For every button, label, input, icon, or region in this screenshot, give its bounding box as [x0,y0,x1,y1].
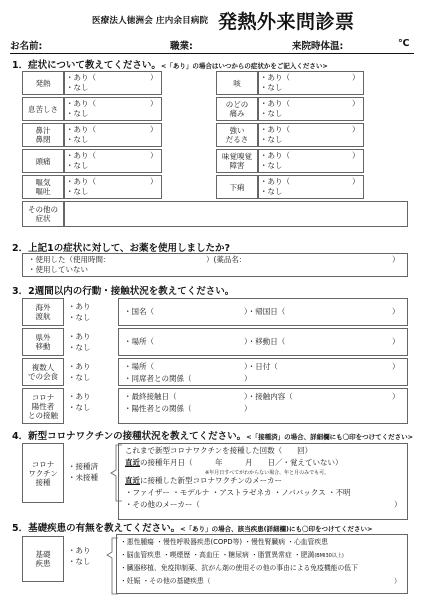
not-vaccinated-option[interactable]: ・未接種 [68,473,98,482]
symptom-left-2-label: 鼻汁 鼻閉 [22,123,64,147]
vaccine-maker-line: 直近に接種した新型コロナワクチンのメーカー [125,476,282,485]
symptom-right-4-label: 下痢 [216,175,258,199]
vaccine-maker-options[interactable]: ・ファイザー ・モデルナ ・アストラゼネカ ・ノババックス ・不明 [125,488,351,497]
symptom-right-1-close: ） [352,99,360,108]
activity-1-close: ） [392,337,400,346]
symptom-left-2-close: ） [150,125,158,134]
section-1-title: 1．症状について教えてください。<「あり」の場合はいつからの症状かをご記入ください> [12,60,328,71]
symptom-right-3-close: ） [352,151,360,160]
vaccine-other-maker[interactable]: ・その他のメーカー（ [125,500,200,509]
activity-1-yes[interactable]: ・あり [68,332,91,341]
condition-no-option[interactable]: ・なし [68,557,91,566]
condition-label: 基礎 疾患 [22,536,64,582]
activity-2-close: ） [392,362,400,371]
medication-used-option[interactable]: ・使用した（使用時間： [28,255,111,264]
section-4-title: 4．新型コロナワクチンの接種状況を教えてください。<「接種済」の場合、詳細欄にも〇印をつけてください> [12,431,414,442]
vaccine-date-note: ※年月日すべてがわからない場合、年と月のみでも可。 [205,470,330,476]
condition-line-3[interactable]: ・臓器移植、免疫抑制薬、抗がん剤の使用その他の事由による免疫機能の低下 [120,564,358,572]
symptom-left-1-no[interactable]: ・なし [66,109,89,118]
activity-0-field-2[interactable]: ）・帰国日（ [244,307,286,316]
symptom-right-2-yes[interactable]: ・あり（ [260,125,290,134]
hospital-name: 医療法人徳洲会 庄内余目病院 [92,16,209,26]
symptom-left-4-no[interactable]: ・なし [66,187,89,196]
activity-1-field-1[interactable]: ・場所（ [124,337,154,346]
symptom-right-2-close: ） [352,125,360,134]
symptom-right-1-label: のどの 痛み [216,97,258,121]
activity-3-close: ） [392,392,400,401]
condition-line-1[interactable]: ・悪性腫瘍 ・慢性呼吸器疾患(COPD等) ・慢性腎臓病 ・心血管疾患 [120,538,328,546]
vaccine-label: コロナ ワクチン 接種 [22,443,64,503]
symptom-right-4-no[interactable]: ・なし [260,187,283,196]
temperature-unit: ℃ [398,38,410,49]
activity-3-field-3[interactable]: ・陽性者との関係（ [124,404,192,413]
symptom-left-0-label: 発熱 [22,71,64,95]
symptom-other-input[interactable] [64,201,408,227]
section-4-note: <「接種済」の場合、詳細欄にも〇印をつけてください> [246,433,414,441]
symptom-left-4-yes[interactable]: ・あり（ [66,177,96,186]
activity-1-label: 県外 移動 [22,328,64,356]
condition-yes-option[interactable]: ・あり [68,546,91,555]
symptom-left-4-close: ） [150,177,158,186]
activity-2-field-3[interactable]: ・同席者との関係（ [124,374,192,383]
vaccinated-option[interactable]: ・接種済 [68,462,98,471]
activity-0-field-1[interactable]: ・国名（ [124,307,154,316]
symptom-left-3-no[interactable]: ・なし [66,161,89,170]
temperature-label: 来院時体温: [292,41,344,52]
symptom-right-1-yes[interactable]: ・あり（ [260,99,290,108]
activity-2-field-3-close: ） [244,374,252,383]
activity-3-no[interactable]: ・なし [68,403,91,412]
activity-3-field-3-close: ） [244,404,252,413]
activity-2-no[interactable]: ・なし [68,373,91,382]
symptom-right-4-close: ） [352,177,360,186]
activity-3-label: コロナ 陽性者 との接触 [22,388,64,424]
activity-2-field-1[interactable]: ・場所（ [124,362,154,371]
symptom-right-0-close: ） [352,73,360,82]
section-2-title: 2．上記1の症状に対して、お薬を使用しましたか? [12,243,231,254]
symptom-right-3-yes[interactable]: ・あり（ [260,151,290,160]
symptom-right-0-no[interactable]: ・なし [260,83,283,92]
activity-1-field-2[interactable]: ）・移動日（ [244,337,286,346]
symptom-left-3-label: 頭痛 [22,149,64,173]
section-3-title: 3．2週間以内の行動・接触状況を教えてください。 [12,286,235,297]
symptom-left-0-yes[interactable]: ・あり（ [66,73,96,82]
symptom-left-2-yes[interactable]: ・あり（ [66,125,96,134]
symptom-other-label: その他の 症状 [22,201,64,227]
symptom-left-3-close: ） [150,151,158,160]
symptom-left-3-yes[interactable]: ・あり（ [66,151,96,160]
activity-0-yes[interactable]: ・あり [68,302,91,311]
symptom-right-0-label: 咳 [216,71,258,95]
activity-0-label: 海外 渡航 [22,298,64,326]
vaccine-date-line: 直近の接種年月日（ 年 月 日／・覚えていない） [125,458,343,467]
symptom-right-4-yes[interactable]: ・あり（ [260,177,290,186]
medication-unused-option[interactable]: ・使用していない [28,265,88,274]
symptom-left-0-close: ） [150,73,158,82]
form-title: 発熱外来問診票 [218,11,355,33]
name-label: お名前: [10,41,43,52]
condition-line-4[interactable]: ・妊娠 ・その他の基礎疾患（ [120,577,211,585]
patient-info-row [10,34,414,54]
symptom-right-1-no[interactable]: ・なし [260,109,283,118]
activity-1-no[interactable]: ・なし [68,343,91,352]
vaccine-count-line: これまで新型コロナワクチンを接種した回数（ 回） [125,446,313,455]
obesity-note: (BMI30以上) [314,553,344,559]
symptom-left-2-no[interactable]: ・なし [66,135,89,144]
symptom-left-1-label: 息苦しさ [22,97,64,121]
activity-2-field-2[interactable]: ）・日付（ [244,362,278,371]
activity-2-label: 複数人 での会食 [22,358,64,386]
section-5-note: <「あり」の場合、該当疾患(詳細欄)にも〇印をつけてください> [180,525,373,533]
symptom-left-4-label: 嘔気 嘔吐 [22,175,64,199]
activity-2-yes[interactable]: ・あり [68,362,91,371]
symptom-right-2-no[interactable]: ・なし [260,135,283,144]
activity-3-field-2[interactable]: ）・接触内容（ [244,392,293,401]
symptom-right-3-no[interactable]: ・なし [260,161,283,170]
section-5-title: 5．基礎疾患の有無を教えてください。<「あり」の場合、該当疾患(詳細欄)にも〇印をつけてください> [12,523,373,534]
symptom-left-1-yes[interactable]: ・あり（ [66,99,96,108]
activity-3-field-1[interactable]: ・最終接触日（ [124,392,177,401]
symptom-left-1-close: ） [150,99,158,108]
medication-name-label: ）(薬品名： [206,255,247,264]
symptom-right-3-label: 味覚嗅覚 障害 [216,149,258,173]
activity-3-yes[interactable]: ・あり [68,392,91,401]
section-1-note: <「あり」の場合はいつからの症状かをご記入ください> [160,62,328,70]
activity-0-no[interactable]: ・なし [68,313,91,322]
symptom-left-0-no[interactable]: ・なし [66,83,89,92]
activity-0-close: ） [392,307,400,316]
symptom-right-0-yes[interactable]: ・あり（ [260,73,290,82]
symptom-right-2-label: 強い だるさ [216,123,258,147]
occupation-label: 職業: [170,41,193,52]
condition-line-2: ・脳血管疾患 ・喫煙歴 ・高血圧 ・糖尿病 ・脂質異常症 ・肥満(BMI30以上) [120,551,344,559]
